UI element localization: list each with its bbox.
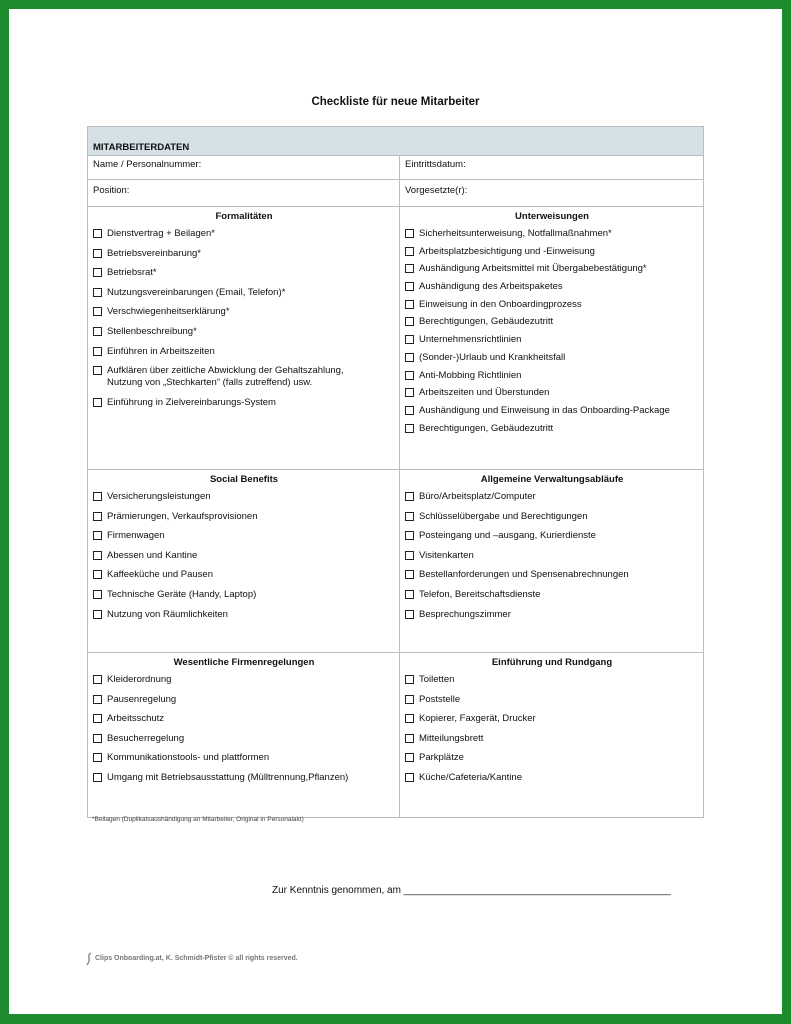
checklist-item-label: Arbeitszeiten und Überstunden [419, 387, 550, 399]
checklist-item [405, 370, 699, 382]
footnote: *Beilagen (Duplikatsaushändigung an Mitarbeiter, Original in Personalakt) [92, 816, 304, 823]
checkbox[interactable] [405, 388, 414, 397]
checklist-item-label: Besucherregelung [107, 732, 185, 744]
checklist-item [93, 752, 395, 764]
checklist-item-label: Einführung in Zielvereinbarungs-System [107, 396, 276, 408]
section-benefits-admin [88, 470, 703, 653]
checkbox[interactable] [405, 570, 414, 579]
checkbox[interactable] [405, 753, 414, 762]
checkbox[interactable] [405, 551, 414, 560]
checklist-item [405, 263, 699, 275]
checklist-item [93, 511, 395, 523]
checklist-item [405, 491, 699, 503]
checklist-item [93, 267, 395, 279]
column-title: Einführung und Rundgang [491, 657, 613, 668]
checklist-item-label: Küche/Cafeteria/Kantine [419, 771, 522, 783]
checklist-item-label: Kopierer, Faxgerät, Drucker [419, 713, 536, 725]
checkbox[interactable] [93, 531, 102, 540]
checkbox[interactable] [405, 371, 414, 380]
form-row [88, 156, 703, 180]
checkbox[interactable] [405, 610, 414, 619]
checklist-item-label: Prämierungen, Verkaufsprovisionen [107, 510, 258, 522]
checklist-item-label: Büro/Arbeitsplatz/Computer [419, 491, 536, 502]
checklist-item-label: Einführen in Arbeitszeiten [107, 345, 215, 357]
checklist-item [405, 694, 699, 706]
checklist-item [93, 306, 395, 318]
checklist-item [93, 694, 395, 706]
checklist-item-label: Visitenkarten [419, 549, 474, 561]
checklist-item [405, 609, 699, 621]
checkbox[interactable] [405, 353, 414, 362]
checklist-item [93, 733, 395, 745]
checkbox[interactable] [93, 398, 102, 407]
checklist [405, 491, 699, 621]
checklist-item [405, 423, 699, 435]
column-title: Wesentliche Firmenregelungen [173, 657, 315, 668]
checkbox[interactable] [405, 317, 414, 326]
checklist-item-label: Sicherheitsunterweisung, Notfallmaßnahmen* [419, 228, 612, 239]
entry-date-field[interactable]: Eintrittsdatum: [405, 159, 466, 170]
checklist-item-label: Besprechungszimmer [419, 608, 511, 620]
checklist-item-label: Aushändigung des Arbeitspaketes [419, 281, 563, 293]
checkbox[interactable] [93, 268, 102, 277]
checklist-form [87, 126, 704, 818]
checkbox[interactable] [405, 714, 414, 723]
checkbox[interactable] [93, 773, 102, 782]
checklist-item-label: Kleiderordnung [107, 674, 172, 685]
signature-line[interactable]: Zur Kenntnis genommen, am ________________________________________________ [272, 885, 671, 896]
checklist-item [93, 397, 395, 409]
checklist-item-label: Parkplätze [419, 752, 464, 764]
section-header: MITARBEITERDATEN [88, 127, 703, 156]
checkbox[interactable] [93, 288, 102, 297]
checklist-item [405, 733, 699, 745]
checklist-item-label: Betriebsrat* [107, 267, 157, 279]
checklist-item-label: Posteingang und –ausgang, Kurierdienste [419, 530, 596, 542]
checklist-item [93, 365, 395, 389]
checklist-item [93, 609, 395, 621]
checklist-item [405, 334, 699, 346]
checklist-item-label: Stellenbeschreibung* [107, 325, 197, 337]
checklist-item [93, 491, 395, 503]
checklist-item [93, 772, 395, 784]
checklist [93, 491, 395, 621]
checkbox[interactable] [405, 229, 414, 238]
column-title: Social Benefits [209, 474, 279, 485]
checklist [405, 674, 699, 784]
checklist-item [93, 550, 395, 562]
checklist-item-label: Aushändigung und Einweisung in das Onboarding-Package [419, 404, 670, 416]
checklist-item-label: Einweisung in den Onboardingprozess [419, 298, 582, 310]
checklist-item-label: Berechtigungen, Gebäudezutritt [419, 422, 554, 434]
checklist-item-label: Aushändigung Arbeitsmittel mit Übergabebestätigung* [419, 263, 647, 275]
logo-swoosh-icon [85, 952, 93, 966]
checklist-item [405, 752, 699, 764]
section-rules-tour [88, 653, 703, 817]
checkbox[interactable] [405, 335, 414, 344]
checklist-item [405, 281, 699, 293]
checklist-item [93, 589, 395, 601]
checklist-item-label: Poststelle [419, 693, 461, 705]
checkbox[interactable] [93, 590, 102, 599]
checklist [93, 674, 395, 784]
rundgang-column [400, 653, 703, 817]
checklist-item-label: Arbeitsplatzbesichtigung und -Einweisung [419, 245, 595, 257]
checklist-item [93, 569, 395, 581]
checklist-item [405, 569, 699, 581]
checkbox[interactable] [405, 531, 414, 540]
checkbox[interactable] [93, 570, 102, 579]
section-formalities-instructions [88, 207, 703, 470]
checklist-item [405, 352, 699, 364]
checkbox[interactable] [405, 300, 414, 309]
document-page [9, 9, 782, 1014]
checklist-item [93, 228, 395, 240]
checkbox[interactable] [93, 249, 102, 258]
checkbox[interactable] [93, 366, 102, 375]
checkbox[interactable] [405, 773, 414, 782]
checklist-item-label: Telefon, Bereitschaftsdienste [419, 588, 541, 600]
checklist-item [405, 674, 699, 686]
checkbox[interactable] [93, 734, 102, 743]
checklist-item [93, 713, 395, 725]
checklist-item-label: Firmenwagen [107, 530, 165, 542]
checklist-item [93, 346, 395, 358]
checklist-item-label: Unternehmensrichtlinien [419, 334, 522, 346]
checklist-item-label: Bestellanforderungen und Spensenabrechnungen [419, 569, 629, 581]
column-title: Allgemeine Verwaltungsabläufe [480, 474, 624, 485]
checkbox[interactable] [405, 247, 414, 256]
checkbox[interactable] [93, 347, 102, 356]
checkbox[interactable] [93, 229, 102, 238]
checklist-item-label: Mitteilungsbrett [419, 732, 484, 744]
name-field[interactable]: Name / Personalnummer: [88, 156, 400, 179]
checklist-item [405, 511, 699, 523]
checklist-item-label: Nutzung von Räumlichkeiten [107, 608, 228, 620]
checklist-item-label: Technische Geräte (Handy, Laptop) [107, 588, 257, 600]
checklist-item-label: Dienstvertrag + Beilagen* [107, 228, 215, 239]
checklist-item [405, 713, 699, 725]
checkbox[interactable] [93, 492, 102, 501]
checklist-item [405, 316, 699, 328]
checklist-item-label: Pausenregelung [107, 693, 177, 705]
checklist-item-label: (Sonder-)Urlaub und Krankheitsfall [419, 351, 566, 363]
document-title: Checkliste für neue Mitarbeiter [311, 96, 480, 108]
checklist-item-label: Abessen und Kantine [107, 549, 198, 561]
checkbox[interactable] [405, 590, 414, 599]
checklist-item-label: Verschwiegenheitserklärung* [107, 306, 230, 318]
regelungen-column [88, 653, 400, 817]
checkbox[interactable] [93, 753, 102, 762]
column-title: Formalitäten [215, 211, 273, 222]
checkbox[interactable] [405, 264, 414, 273]
checklist-item [405, 246, 699, 258]
checkbox[interactable] [93, 610, 102, 619]
checkbox[interactable] [405, 675, 414, 684]
social-benefits-column [88, 470, 400, 652]
checkbox[interactable] [93, 551, 102, 560]
checklist-item-label: Berechtigungen, Gebäudezutritt [419, 316, 554, 328]
checklist-item [93, 326, 395, 338]
supervisor-field[interactable]: Vorgesetzte(r): [405, 185, 468, 196]
formalitaeten-column [88, 207, 400, 469]
checklist-item-label: Anti-Mobbing Richtlinien [419, 369, 522, 381]
checklist-item [405, 550, 699, 562]
checkbox[interactable] [93, 714, 102, 723]
checkbox[interactable] [405, 424, 414, 433]
checkbox[interactable] [405, 406, 414, 415]
checkbox[interactable] [405, 695, 414, 704]
checklist-item [405, 228, 699, 240]
position-field[interactable]: Position: [88, 180, 400, 206]
form-row [88, 180, 703, 207]
checklist-item-label: Schlüsselübergabe und Berechtigungen [419, 510, 588, 522]
checkbox[interactable] [405, 734, 414, 743]
unterweisungen-column [400, 207, 703, 469]
checklist-item-label: Nutzungsvereinbarungen (Email, Telefon)* [107, 286, 286, 298]
checkbox[interactable] [405, 512, 414, 521]
checklist-item [405, 530, 699, 542]
checklist-item [93, 674, 395, 686]
checklist-item [405, 405, 699, 417]
checklist-item-label: Kommunikationstools- und plattformen [107, 752, 270, 764]
checklist-item [405, 299, 699, 311]
checklist [405, 228, 699, 435]
checklist-item [405, 589, 699, 601]
copyright: Clips Onboarding.at, K. Schmidt-Pfister © all rights reserved. [95, 955, 298, 962]
checkbox[interactable] [93, 307, 102, 316]
checkbox[interactable] [93, 327, 102, 336]
column-title: Unterweisungen [515, 211, 589, 222]
verwaltung-column [400, 470, 703, 652]
checklist-item [405, 772, 699, 784]
checkbox[interactable] [405, 282, 414, 291]
checklist-item-label: Kaffeeküche und Pausen [107, 569, 213, 581]
checklist-item [93, 287, 395, 299]
checkbox[interactable] [93, 695, 102, 704]
checklist-item-label: Toiletten [419, 674, 455, 685]
checklist-item [405, 387, 699, 399]
checkbox[interactable] [93, 675, 102, 684]
checkbox[interactable] [405, 492, 414, 501]
checklist-item-label: Betriebsvereinbarung* [107, 247, 202, 259]
checklist-item [93, 530, 395, 542]
checklist-item [93, 248, 395, 260]
checklist-item-label: Arbeitsschutz [107, 713, 165, 725]
checklist-item-label: Umgang mit Betriebsausstattung (Mülltrennung,Pflanzen) [107, 771, 349, 783]
checkbox[interactable] [93, 512, 102, 521]
checklist [93, 228, 395, 409]
checklist-item-label: Aufklären über zeitliche Abwicklung der Gehaltszahlung, Nutzung von „Stechkarten“ (falls zutreffend) usw. [107, 365, 344, 389]
checklist-item-label: Versicherungsleistungen [107, 491, 211, 502]
